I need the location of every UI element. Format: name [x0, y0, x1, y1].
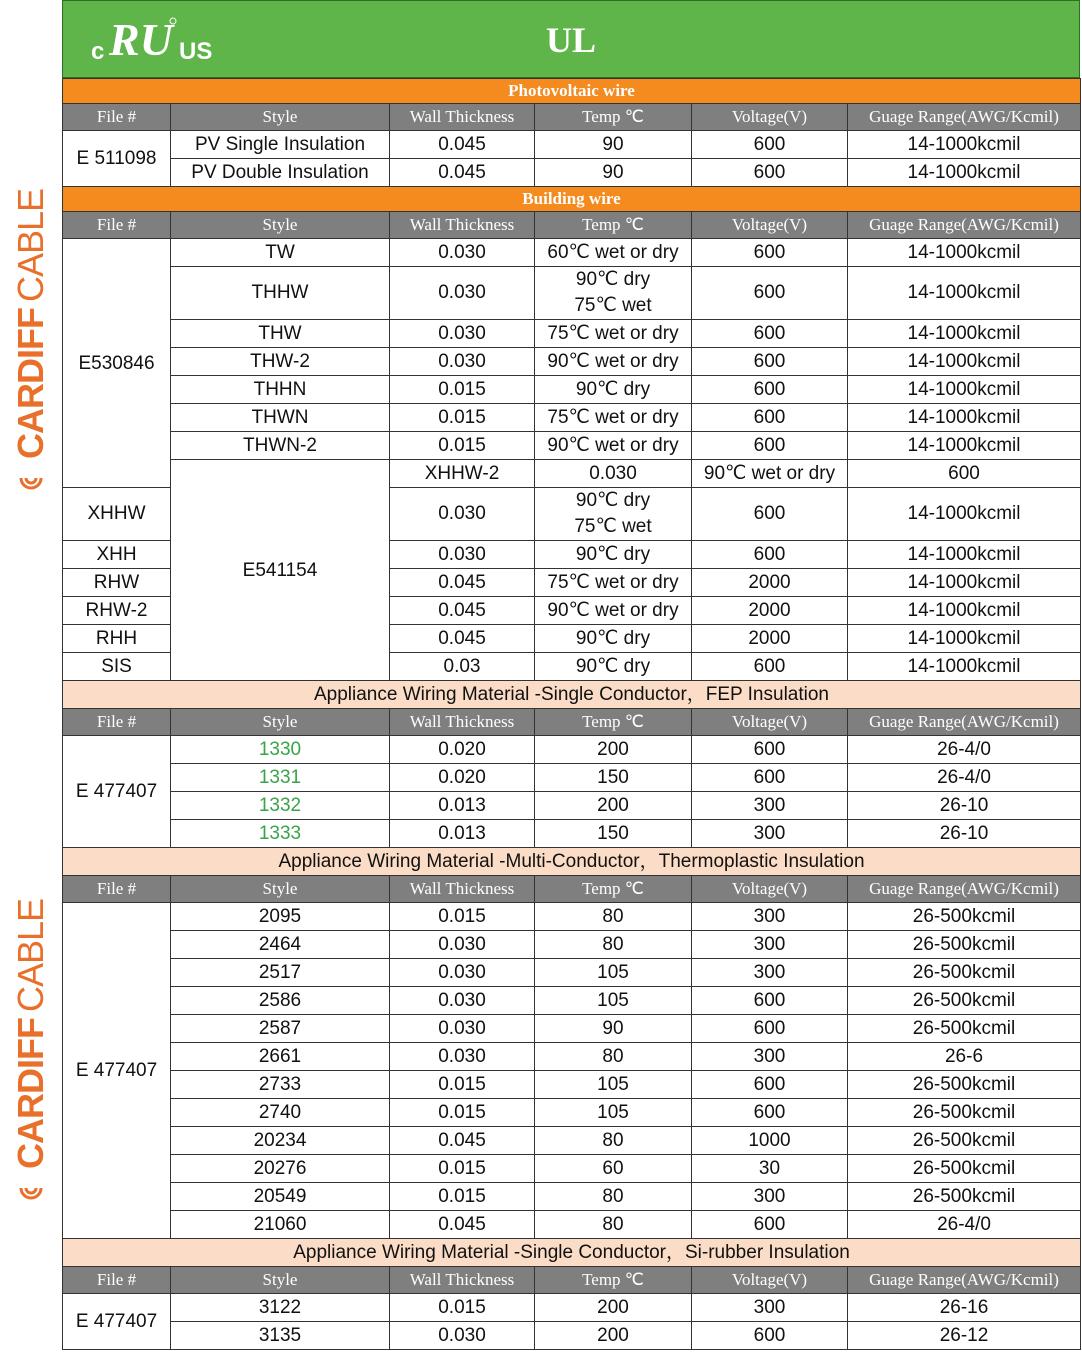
brand-light-text: CABLE [10, 188, 52, 303]
table-row [63, 1127, 1081, 1155]
range-cell: 26-12 [848, 1322, 1081, 1350]
section-title-row [63, 1239, 1081, 1267]
temp-line-1: 90℃ dry [575, 269, 651, 290]
wall-cell: 0.015 [390, 376, 535, 404]
wall-cell: 0.015 [390, 432, 535, 460]
temp-cell: 150 [535, 764, 692, 792]
table-row [63, 1071, 1081, 1099]
table-row [63, 764, 1081, 792]
temp-cell: 105 [535, 959, 692, 987]
temp-line-2: 75℃ wet [574, 295, 652, 316]
voltage-cell: 600 [692, 736, 848, 764]
header-banner [62, 0, 1080, 78]
range-cell: 14-1000kcmil [848, 597, 1081, 625]
temp-cell: 90℃ dry [535, 653, 692, 681]
ul-table [62, 78, 1081, 1350]
style-cell: THWN [171, 404, 390, 432]
temp-line-1: 90℃ dry [575, 490, 651, 511]
col-style: Style [171, 104, 390, 131]
column-header-row [63, 709, 1081, 736]
style-cell: 2661 [171, 1043, 390, 1071]
voltage-cell: 600 [692, 159, 848, 187]
range-cell: 26-500kcmil [848, 959, 1081, 987]
wall-cell: 0.030 [390, 488, 535, 541]
range-cell: 26-500kcmil [848, 987, 1081, 1015]
wall-cell: 0.030 [390, 267, 535, 320]
table-row [63, 1043, 1081, 1071]
temp-cell: 90℃ wet or dry [535, 348, 692, 376]
section-title-row [63, 681, 1081, 709]
col-style: Style [171, 1267, 390, 1294]
table-row [63, 239, 1081, 267]
table-row [63, 931, 1081, 959]
temp-cell: 200 [535, 1294, 692, 1322]
range-cell: 26-500kcmil [848, 1155, 1081, 1183]
wall-cell: 0.045 [390, 569, 535, 597]
style-cell: XHHW [63, 488, 171, 541]
table-row [63, 404, 1081, 432]
table-row [63, 1099, 1081, 1127]
voltage-cell: 2000 [692, 569, 848, 597]
col-wall: Wall Thickness [390, 1267, 535, 1294]
temp-cell: 80 [535, 931, 692, 959]
voltage-cell: 600 [692, 376, 848, 404]
wall-cell: 0.015 [390, 1071, 535, 1099]
range-cell: 26-500kcmil [848, 1015, 1081, 1043]
temp-cell: 80 [535, 1043, 692, 1071]
wall-cell: 0.013 [390, 820, 535, 848]
section-title-building: Building wire [63, 187, 1081, 212]
style-cell: 2464 [171, 931, 390, 959]
table-row [63, 432, 1081, 460]
col-voltage: Voltage(V) [692, 876, 848, 903]
column-header-row [63, 104, 1081, 131]
style-cell: 3135 [171, 1322, 390, 1350]
style-cell: 2586 [171, 987, 390, 1015]
range-cell: 26-500kcmil [848, 1127, 1081, 1155]
voltage-cell: 1000 [692, 1127, 848, 1155]
temp-cell: 200 [535, 1322, 692, 1350]
voltage-cell: 600 [692, 131, 848, 159]
col-temp: Temp ℃ [535, 1267, 692, 1294]
range-cell: 14-1000kcmil [848, 267, 1081, 320]
temp-line-2: 75℃ wet [574, 516, 652, 537]
brand-light-text: CABLE [10, 898, 52, 1013]
col-range: Guage Range(AWG/Kcmil) [848, 709, 1081, 736]
wall-cell: 0.015 [390, 903, 535, 931]
ul-logo-us: US [179, 38, 213, 65]
col-temp: Temp ℃ [535, 876, 692, 903]
style-cell: TW [171, 239, 390, 267]
col-style: Style [171, 709, 390, 736]
temp-cell: 60℃ wet or dry [535, 239, 692, 267]
range-cell: 26-4/0 [848, 764, 1081, 792]
style-cell: 1330 [171, 736, 390, 764]
range-cell: 14-1000kcmil [848, 432, 1081, 460]
style-cell: 2517 [171, 959, 390, 987]
voltage-cell: 600 [692, 1099, 848, 1127]
section-title-row [63, 79, 1081, 104]
temp-cell: 80 [535, 903, 692, 931]
file-cell: E 477407 [63, 903, 171, 1239]
range-cell: 14-1000kcmil [848, 239, 1081, 267]
wall-cell: 0.045 [390, 1211, 535, 1239]
wall-cell: 0.030 [390, 959, 535, 987]
ul-logo-mark: RU [109, 15, 173, 65]
col-voltage: Voltage(V) [692, 1267, 848, 1294]
table-row [63, 820, 1081, 848]
col-file: File # [63, 104, 171, 131]
voltage-cell: 600 [692, 404, 848, 432]
style-cell: THW [171, 320, 390, 348]
wall-cell: 0.045 [390, 597, 535, 625]
temp-cell: 90℃ dry [535, 625, 692, 653]
section-title-multi: Appliance Wiring Material -Multi-Conductor，Thermoplastic Insulation [63, 848, 1081, 876]
range-cell: 26-16 [848, 1294, 1081, 1322]
voltage-cell: 600 [692, 488, 848, 541]
main-content [62, 0, 1080, 1350]
voltage-cell: 600 [692, 1015, 848, 1043]
wall-cell: 0.015 [390, 404, 535, 432]
col-voltage: Voltage(V) [692, 212, 848, 239]
voltage-cell: 300 [692, 1294, 848, 1322]
style-cell: 1331 [171, 764, 390, 792]
table-row [63, 159, 1081, 187]
style-cell: 20234 [171, 1127, 390, 1155]
brand-logo-top [0, 190, 62, 490]
voltage-cell: 600 [692, 432, 848, 460]
temp-cell: 90℃ dry [535, 541, 692, 569]
section-title-row [63, 848, 1081, 876]
range-cell: 26-500kcmil [848, 903, 1081, 931]
style-cell: 2587 [171, 1015, 390, 1043]
col-range: Guage Range(AWG/Kcmil) [848, 1267, 1081, 1294]
brand-mark-icon [18, 1175, 44, 1201]
table-row [63, 376, 1081, 404]
ul-logo-c: c [91, 38, 105, 65]
range-cell: 14-1000kcmil [848, 320, 1081, 348]
range-cell: 26-500kcmil [848, 1183, 1081, 1211]
temp-cell: 90 [535, 1015, 692, 1043]
temp-cell: 75℃ wet or dry [535, 320, 692, 348]
range-cell: 26-500kcmil [848, 1099, 1081, 1127]
style-cell: 20276 [171, 1155, 390, 1183]
voltage-cell: 600 [692, 987, 848, 1015]
table-row [63, 131, 1081, 159]
style-cell: 20549 [171, 1183, 390, 1211]
wall-cell: 0.015 [390, 1294, 535, 1322]
range-cell: 14-1000kcmil [848, 131, 1081, 159]
column-header-row [63, 876, 1081, 903]
wall-cell: 0.045 [390, 131, 535, 159]
style-cell: PV Single Insulation [171, 131, 390, 159]
wall-cell: 0.020 [390, 736, 535, 764]
voltage-cell: 300 [692, 1183, 848, 1211]
voltage-cell: 2000 [692, 625, 848, 653]
wall-cell: 0.030 [390, 320, 535, 348]
wall-cell: 0.030 [390, 1043, 535, 1071]
temp-cell: 80 [535, 1211, 692, 1239]
wall-cell: 0.030 [390, 239, 535, 267]
voltage-cell: 600 [692, 1211, 848, 1239]
table-row [63, 1183, 1081, 1211]
col-wall: Wall Thickness [390, 104, 535, 131]
page-title: UL [545, 20, 596, 60]
style-cell: 1333 [171, 820, 390, 848]
table-row [63, 320, 1081, 348]
temp-cell: 90℃ wet or dry [535, 432, 692, 460]
style-cell: 2740 [171, 1099, 390, 1127]
temp-cell: 90℃ wet or dry [692, 460, 848, 488]
wall-cell: 0.030 [535, 460, 692, 488]
brand-bold-text: CARDIFF [10, 308, 52, 460]
col-temp: Temp ℃ [535, 104, 692, 131]
style-cell: 21060 [171, 1211, 390, 1239]
wall-cell: 0.03 [390, 653, 535, 681]
col-voltage: Voltage(V) [692, 709, 848, 736]
col-range: Guage Range(AWG/Kcmil) [848, 104, 1081, 131]
voltage-cell: 300 [692, 903, 848, 931]
style-cell: 3122 [171, 1294, 390, 1322]
wall-cell: 0.045 [390, 159, 535, 187]
file-cell: E541154 [171, 460, 390, 681]
style-cell: THHW [171, 267, 390, 320]
range-cell: 14-1000kcmil [848, 625, 1081, 653]
brand-mark-icon [18, 465, 44, 491]
wall-cell: 0.030 [390, 348, 535, 376]
wall-cell: 0.045 [390, 625, 535, 653]
col-file: File # [63, 876, 171, 903]
file-cell: E 477407 [63, 736, 171, 848]
style-cell: SIS [63, 653, 171, 681]
style-cell: XHHW-2 [390, 460, 535, 488]
voltage-cell: 300 [692, 1043, 848, 1071]
voltage-cell: 600 [692, 239, 848, 267]
range-cell: 14-1000kcmil [848, 488, 1081, 541]
file-cell: E 511098 [63, 131, 171, 187]
range-cell: 26-10 [848, 792, 1081, 820]
table-row [63, 348, 1081, 376]
wall-cell: 0.030 [390, 541, 535, 569]
style-cell: 1332 [171, 792, 390, 820]
range-cell: 26-4/0 [848, 736, 1081, 764]
col-range: Guage Range(AWG/Kcmil) [848, 212, 1081, 239]
style-cell: PV Double Insulation [171, 159, 390, 187]
temp-cell: 90℃ wet or dry [535, 597, 692, 625]
style-cell: THW-2 [171, 348, 390, 376]
style-cell: THWN-2 [171, 432, 390, 460]
column-header-row [63, 1267, 1081, 1294]
wall-cell: 0.030 [390, 1015, 535, 1043]
col-wall: Wall Thickness [390, 876, 535, 903]
wall-cell: 0.013 [390, 792, 535, 820]
section-title-row [63, 187, 1081, 212]
table-row [63, 1155, 1081, 1183]
voltage-cell: 600 [692, 267, 848, 320]
table-row [63, 1015, 1081, 1043]
voltage-cell: 600 [848, 460, 1081, 488]
table-row [63, 792, 1081, 820]
range-cell: 26-4/0 [848, 1211, 1081, 1239]
temp-cell: 105 [535, 987, 692, 1015]
col-style: Style [171, 212, 390, 239]
temp-cell: 80 [535, 1127, 692, 1155]
table-row [63, 959, 1081, 987]
range-cell: 14-1000kcmil [848, 376, 1081, 404]
file-cell: E 477407 [63, 1294, 171, 1350]
range-cell: 26-10 [848, 820, 1081, 848]
range-cell: 14-1000kcmil [848, 653, 1081, 681]
temp-cell: 150 [535, 820, 692, 848]
section-title-pv: Photovoltaic wire [63, 79, 1081, 104]
voltage-cell: 30 [692, 1155, 848, 1183]
col-wall: Wall Thickness [390, 709, 535, 736]
table-row [63, 987, 1081, 1015]
wall-cell: 0.030 [390, 987, 535, 1015]
table-row [63, 1322, 1081, 1350]
voltage-cell: 300 [692, 959, 848, 987]
style-cell: XHH [63, 541, 171, 569]
voltage-cell: 600 [692, 1322, 848, 1350]
voltage-cell: 300 [692, 792, 848, 820]
voltage-cell: 300 [692, 820, 848, 848]
style-cell: THHN [171, 376, 390, 404]
col-range: Guage Range(AWG/Kcmil) [848, 876, 1081, 903]
wall-cell: 0.045 [390, 1127, 535, 1155]
range-cell: 14-1000kcmil [848, 348, 1081, 376]
style-cell: RHW-2 [63, 597, 171, 625]
table-row [63, 460, 1081, 488]
voltage-cell: 600 [692, 541, 848, 569]
temp-cell: 75℃ wet or dry [535, 404, 692, 432]
temp-cell: 105 [535, 1099, 692, 1127]
brand-bold-text: CARDIFF [10, 1018, 52, 1170]
temp-cell: 200 [535, 736, 692, 764]
temp-cell: 90℃ dry [535, 376, 692, 404]
col-temp: Temp ℃ [535, 709, 692, 736]
voltage-cell: 600 [692, 348, 848, 376]
section-title-fep: Appliance Wiring Material -Single Conductor，FEP Insulation [63, 681, 1081, 709]
voltage-cell: 600 [692, 764, 848, 792]
temp-cell: 60 [535, 1155, 692, 1183]
range-cell: 14-1000kcmil [848, 159, 1081, 187]
voltage-cell: 300 [692, 931, 848, 959]
range-cell: 14-1000kcmil [848, 541, 1081, 569]
wall-cell: 0.015 [390, 1099, 535, 1127]
table-row [63, 903, 1081, 931]
col-temp: Temp ℃ [535, 212, 692, 239]
temp-cell: 105 [535, 1071, 692, 1099]
temp-cell: 80 [535, 1183, 692, 1211]
wall-cell: 0.030 [390, 1322, 535, 1350]
wall-cell: 0.020 [390, 764, 535, 792]
temp-cell [535, 267, 692, 320]
col-file: File # [63, 709, 171, 736]
range-cell: 26-500kcmil [848, 1071, 1081, 1099]
range-cell: 14-1000kcmil [848, 569, 1081, 597]
range-cell: 26-6 [848, 1043, 1081, 1071]
wall-cell: 0.015 [390, 1183, 535, 1211]
voltage-cell: 600 [692, 1071, 848, 1099]
voltage-cell: 600 [692, 320, 848, 348]
temp-cell: 75℃ wet or dry [535, 569, 692, 597]
col-file: File # [63, 212, 171, 239]
style-cell: RHH [63, 625, 171, 653]
style-cell: RHW [63, 569, 171, 597]
column-header-row [63, 212, 1081, 239]
temp-cell [535, 488, 692, 541]
col-voltage: Voltage(V) [692, 104, 848, 131]
range-cell: 26-500kcmil [848, 931, 1081, 959]
temp-cell: 200 [535, 792, 692, 820]
style-cell: 2095 [171, 903, 390, 931]
temp-cell: 90 [535, 131, 692, 159]
wall-cell: 0.015 [390, 1155, 535, 1183]
voltage-cell: 2000 [692, 597, 848, 625]
voltage-cell: 600 [692, 653, 848, 681]
col-wall: Wall Thickness [390, 212, 535, 239]
table-row [63, 1211, 1081, 1239]
wall-cell: 0.030 [390, 931, 535, 959]
brand-logo-bottom [0, 900, 62, 1200]
sidebar [0, 0, 62, 1362]
table-row [63, 267, 1081, 320]
table-row [63, 1294, 1081, 1322]
col-file: File # [63, 1267, 171, 1294]
section-title-si: Appliance Wiring Material -Single Conductor，Si-rubber Insulation [63, 1239, 1081, 1267]
table-row [63, 736, 1081, 764]
file-cell: E530846 [63, 239, 171, 488]
range-cell: 14-1000kcmil [848, 404, 1081, 432]
col-style: Style [171, 876, 390, 903]
temp-cell: 90 [535, 159, 692, 187]
style-cell: 2733 [171, 1071, 390, 1099]
